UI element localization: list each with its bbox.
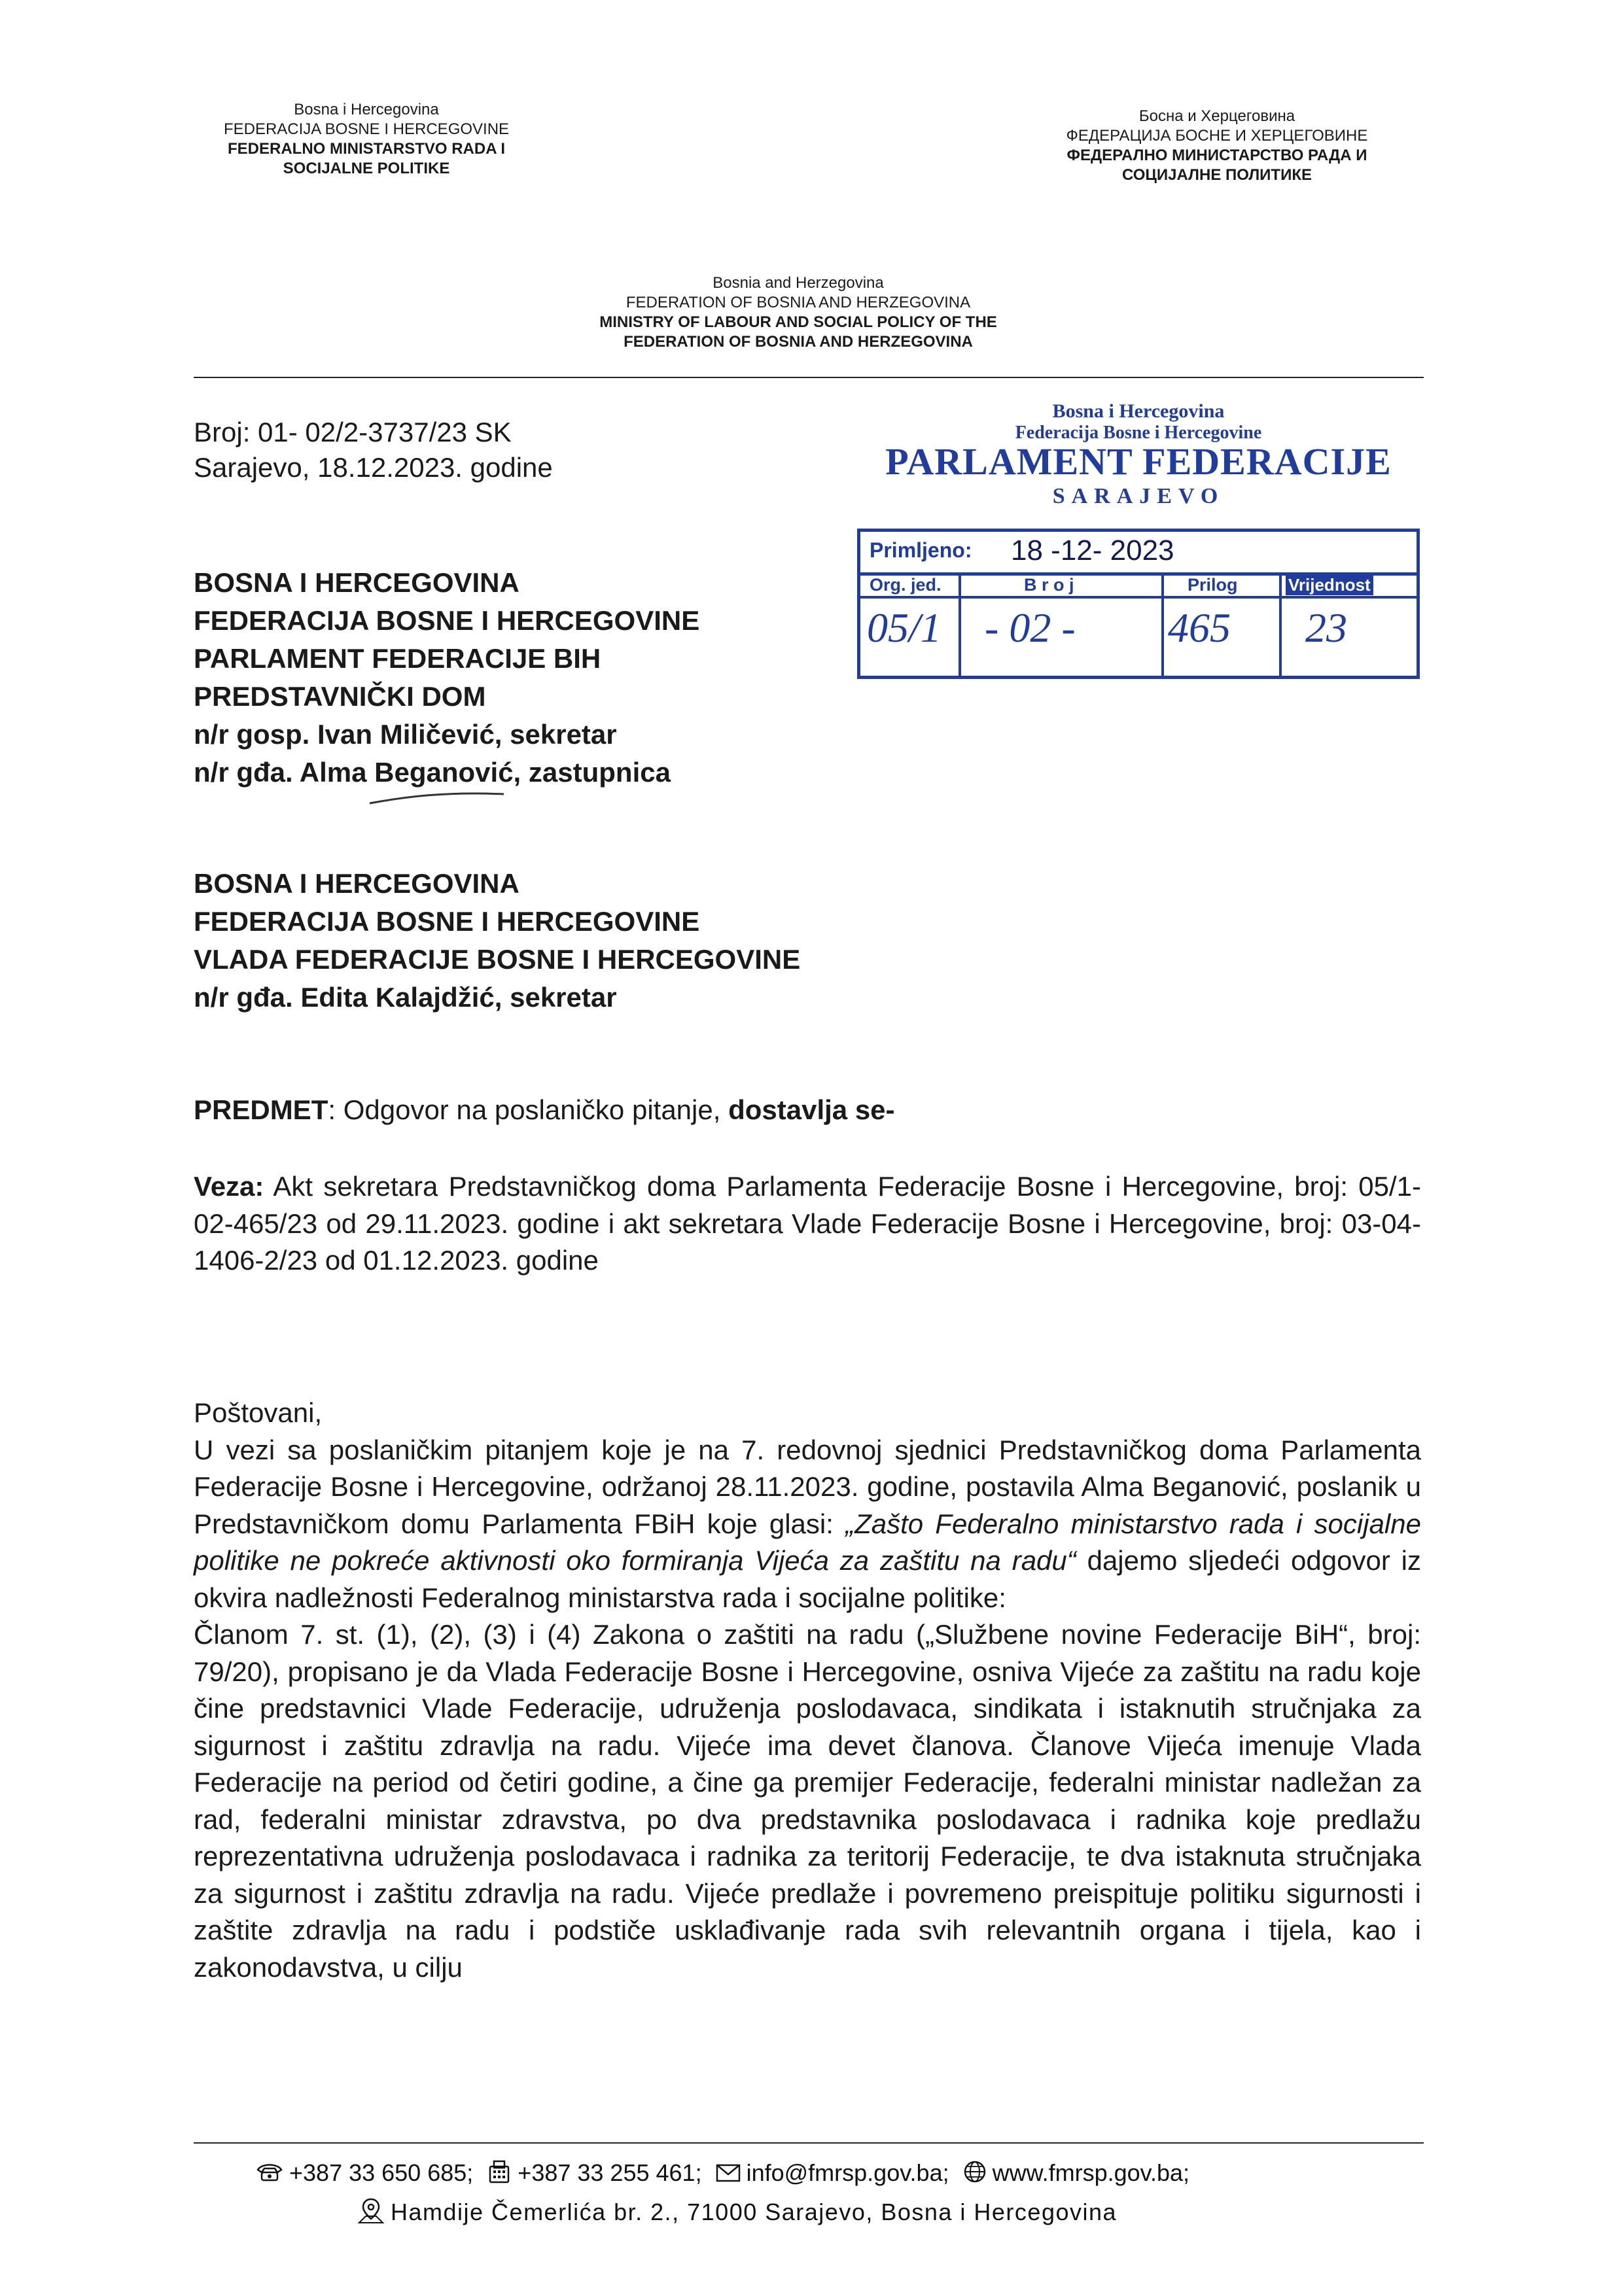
footer-address-text: Hamdije Čemerlića br. 2., 71000 Sarajevo, Bosna i Hercegovina [391,2199,1118,2226]
location-icon [357,2197,385,2231]
recipient-line: BOSNA I HERCEGOVINA [194,567,519,598]
recipient-line: PREDSTAVNIČKI DOM [194,681,486,712]
stamp-line: PARLAMENT FEDERACIJE [885,440,1392,483]
header-right-line: ФЕДЕРАЦИЈА БОСНЕ И ХЕРЦЕГОВИНЕ [1066,127,1368,145]
header-right-line: ФЕДЕРАЛНО МИНИСТАРСТВО РАДА И [1066,147,1367,164]
stamp-org-value: 05/1 [867,604,942,651]
question-quote: „Zašto Federalno ministarstvo rada i socijalne politike ne pokreće aktivnosti oko formiranja Vijeća za zaštitu na radu“ [194,1508,1421,1576]
stamp-col-vrijednost: Vrijednost [1286,575,1373,595]
footer-phone: +387 33 650 685; [289,2159,474,2187]
header-center-line: FEDERATION OF BOSNIA AND HERZEGOVINA [624,333,973,351]
recipient-government [194,865,800,1017]
recipient-line: n/r gosp. Ivan Miličević, sekretar [194,719,617,750]
header-center-line: FEDERATION OF BOSNIA AND HERZEGOVINA [625,294,971,311]
phone-icon [255,2161,284,2189]
subject-text: : Odgovor na poslaničko pitanje, [328,1094,729,1125]
header-center-line: MINISTRY OF LABOUR AND SOCIAL POLICY OF THE [599,313,997,331]
stamp-broj-value: - 02 - [985,604,1076,651]
footer-website[interactable]: www.fmrsp.gov.ba; [992,2159,1190,2187]
globe-icon [962,2159,987,2190]
body-paragraph-1 [194,1432,1421,1617]
recipient-line: n/r gđa. Edita Kalajdžić, sekretar [194,982,617,1013]
stamp-received-label: Primljeno: [870,538,972,562]
header-right-line: Босна и Херцеговина [1138,107,1295,125]
reference-paragraph [194,1168,1421,1279]
footer-fax: +387 33 255 461; [518,2159,702,2187]
header-left [170,100,563,179]
stamp-line: Bosna i Hercegovina [1052,400,1225,422]
footer-divider [194,2142,1424,2144]
recipient-line: VLADA FEDERACIJE BOSNE I HERCEGOVINE [194,944,801,975]
document-number: Broj: 01- 02/2-3737/23 SK [194,417,512,447]
subject-bold: dostavlja se- [728,1094,895,1125]
body-paragraph-2: Članom 7. st. (1), (2), (3) i (4) Zakona o zaštiti na radu („Službene novine Federacije BiH“, broj: 79/20), propisano je da Vlada Federacije Bosne i Hercegovine, osniva Vijeće za zaštitu na radu koje čine predstavnici Vlade Federacije, udruženja poslodavaca, sindikata i istaknutih stručnjaka za sigurnost i zaštitu zdravlja na radu. Vijeće ima devet članova. Članove Vijeća imenuje Vlada Federacije na period od četiri godine, a čine ga premijer Federacije, federalni ministar nadležan za rad, federalni ministar zdravstva, po dva predstavnika poslodavaca i radnika koje predlažu reprezentativna udruženja poslodavaca i radnika za teritorij Federacije, te dva istaknuta stručnjaka za sigurnost i zaštitu zdravlja na radu. Vijeće predlaže i povremeno preispituje politiku sigurnosti i zaštite zdravlja na radu i podstiče usklađivanje rada svih relevantnih organa i tijela, kao i zakonodavstva, u cilju [194,1619,1421,1983]
letter-body [194,1395,1421,1986]
stamp-vrijednost-value: 23 [1305,604,1347,651]
handwritten-mark [366,785,510,811]
stamp-table [857,529,1420,679]
stamp-prilog-value: 465 [1168,604,1231,651]
body-text: U vezi sa poslaničkim pitanjem koje je na 7. redovnoj sjednici Predstavničkog doma Parlamenta Federacije Bosne i Hercegovine, održanoj 28.11.2023. godine, postavila Alma Beganović, poslanik u Predstavničkom domu Parlamenta FBiH koje glasi: [194,1434,1421,1539]
body-text: dajemo sljedeći odgovor iz okvira nadležnosti Federalnog ministarstva rada i socijalne politike: [194,1545,1421,1613]
stamp-col-org: Org. jed. [870,575,942,595]
header-left-line: Bosna i Hercegovina [294,101,439,118]
email-icon [715,2161,741,2189]
header-right [1008,107,1426,185]
footer-address [357,2197,1117,2231]
header-left-line: FEDERACIJA BOSNE I HERCEGOVINE [223,120,510,138]
recipient-line: FEDERACIJA BOSNE I HERCEGOVINE [194,605,700,636]
recipient-line: PARLAMENT FEDERACIJE BIH [194,643,601,674]
document-meta [194,415,553,485]
header-left-line: FEDERALNO MINISTARSTVO RADA I [228,140,505,158]
recipient-parliament [194,564,699,791]
stamp-line: Federacija Bosne i Hercegovine [1015,423,1262,443]
reference-label: Veza: [194,1171,264,1202]
reference-text: Akt sekretara Predstavničkog doma Parlamenta Federacije Bosne i Hercegovine, broj: 05/1-02-465/23 od 29.11.2023. godine i akt sekretara Vlade Federacije Bosne i Hercegovine, broj: 03-04-1406-2/23 od 01.12.2023. godine [194,1171,1421,1276]
recipient-line: FEDERACIJA BOSNE I HERCEGOVINE [194,906,700,937]
fax-icon [486,2159,512,2191]
greeting: Poštovani, [194,1397,323,1428]
footer-contacts [255,2159,1189,2191]
subject-label: PREDMET [194,1094,328,1125]
stamp-col-broj: B r o j [1024,575,1074,595]
recipient-line: n/r gđa. Alma Beganović, zastupnica [194,757,671,788]
stamp-received-date: 18 -12- 2023 [1011,534,1174,566]
subject-line [194,1092,895,1128]
recipient-line: BOSNA I HERCEGOVINA [194,868,519,899]
stamp-col-prilog: Prilog [1188,575,1238,595]
header-left-line: SOCIJALNE POLITIKE [283,160,450,177]
stamp-line: SARAJEVO [1052,484,1225,508]
header-center-line: Bosnia and Herzegovina [713,274,884,292]
footer-email[interactable]: info@fmrsp.gov.ba; [746,2159,949,2187]
header-center [510,273,1086,352]
header-divider [194,377,1424,378]
document-date: Sarajevo, 18.12.2023. godine [194,452,553,483]
header-right-line: СОЦИЈАЛНЕ ПОЛИТИКЕ [1122,166,1312,184]
